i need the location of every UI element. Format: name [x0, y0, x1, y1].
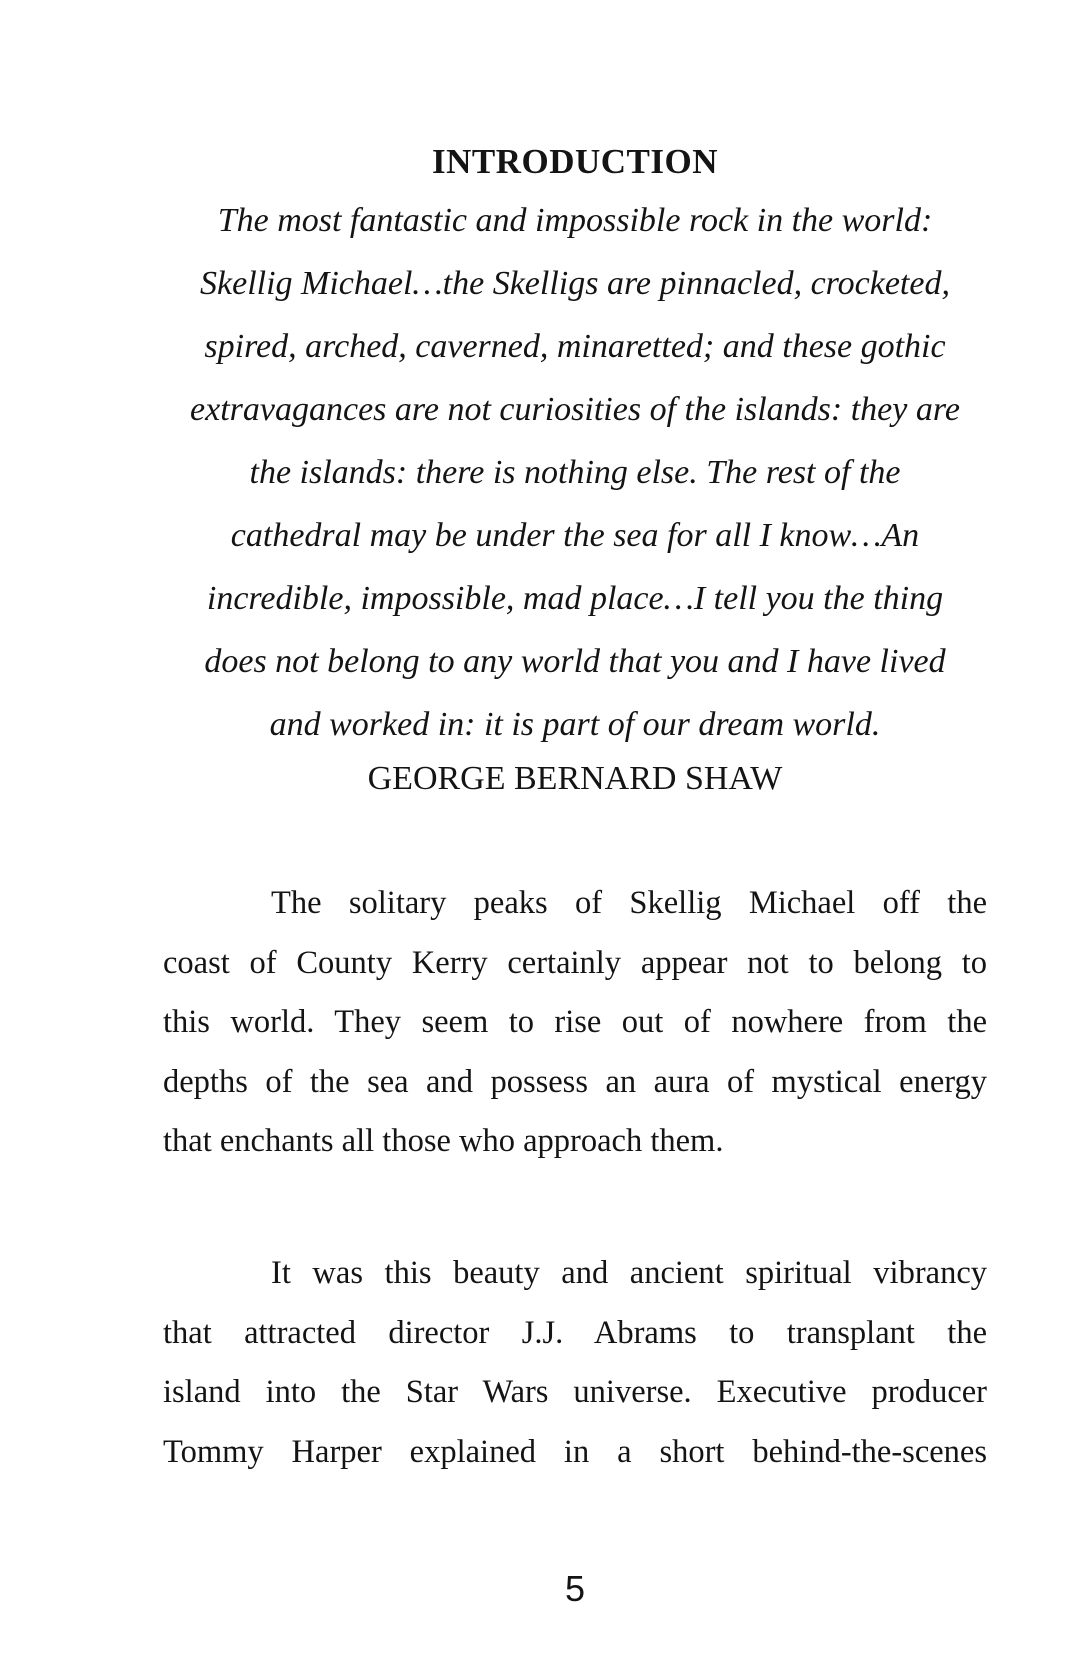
body-line: that enchants all those who approach them.	[163, 1123, 724, 1159]
body-line: It was this beauty and ancient spiritual vibrancy	[271, 1255, 987, 1291]
quote-line: and worked in: it is part of our dream world.	[269, 706, 881, 743]
body-line: island into the Star Wars universe. Executive producer	[163, 1374, 987, 1410]
body-line: coast of County Kerry certainly appear not to belong to	[163, 944, 987, 981]
quote-block	[163, 189, 987, 756]
quote-line: the islands: there is nothing else. The rest of the	[249, 454, 901, 491]
quote-line: spired, arched, caverned, minaretted; and these gothic	[204, 328, 946, 365]
page-content	[163, 0, 987, 1671]
page-number: 5	[564, 1568, 586, 1609]
body-line: depths of the sea and possess an aura of mystical energy	[163, 1063, 987, 1100]
quote-attribution: GEORGE BERNARD SHAW	[367, 760, 783, 797]
body-line: Tommy Harper explained in a short behind-the-scenes	[163, 1433, 987, 1470]
quote-line: extravagances are not curiosities of the islands: they are	[190, 391, 960, 428]
body-line: The solitary peaks of Skellig Michael off the	[271, 885, 987, 921]
quote-line: incredible, impossible, mad place…I tell you the thing	[206, 580, 944, 617]
body-line: that attracted director J.J. Abrams to transplant the	[163, 1314, 987, 1351]
quote-line: Skellig Michael…the Skelligs are pinnacled, crocketed,	[200, 265, 950, 302]
body-paragraph-1	[163, 874, 987, 1172]
page-title: INTRODUCTION	[431, 142, 719, 181]
quote-line: The most fantastic and impossible rock in the world:	[217, 202, 933, 239]
body-paragraph-2	[163, 1244, 987, 1482]
quote-line: does not belong to any world that you and I have lived	[204, 643, 946, 680]
body-line: this world. They seem to rise out of nowhere from the	[163, 1004, 987, 1040]
quote-line: cathedral may be under the sea for all I know…An	[230, 517, 920, 554]
